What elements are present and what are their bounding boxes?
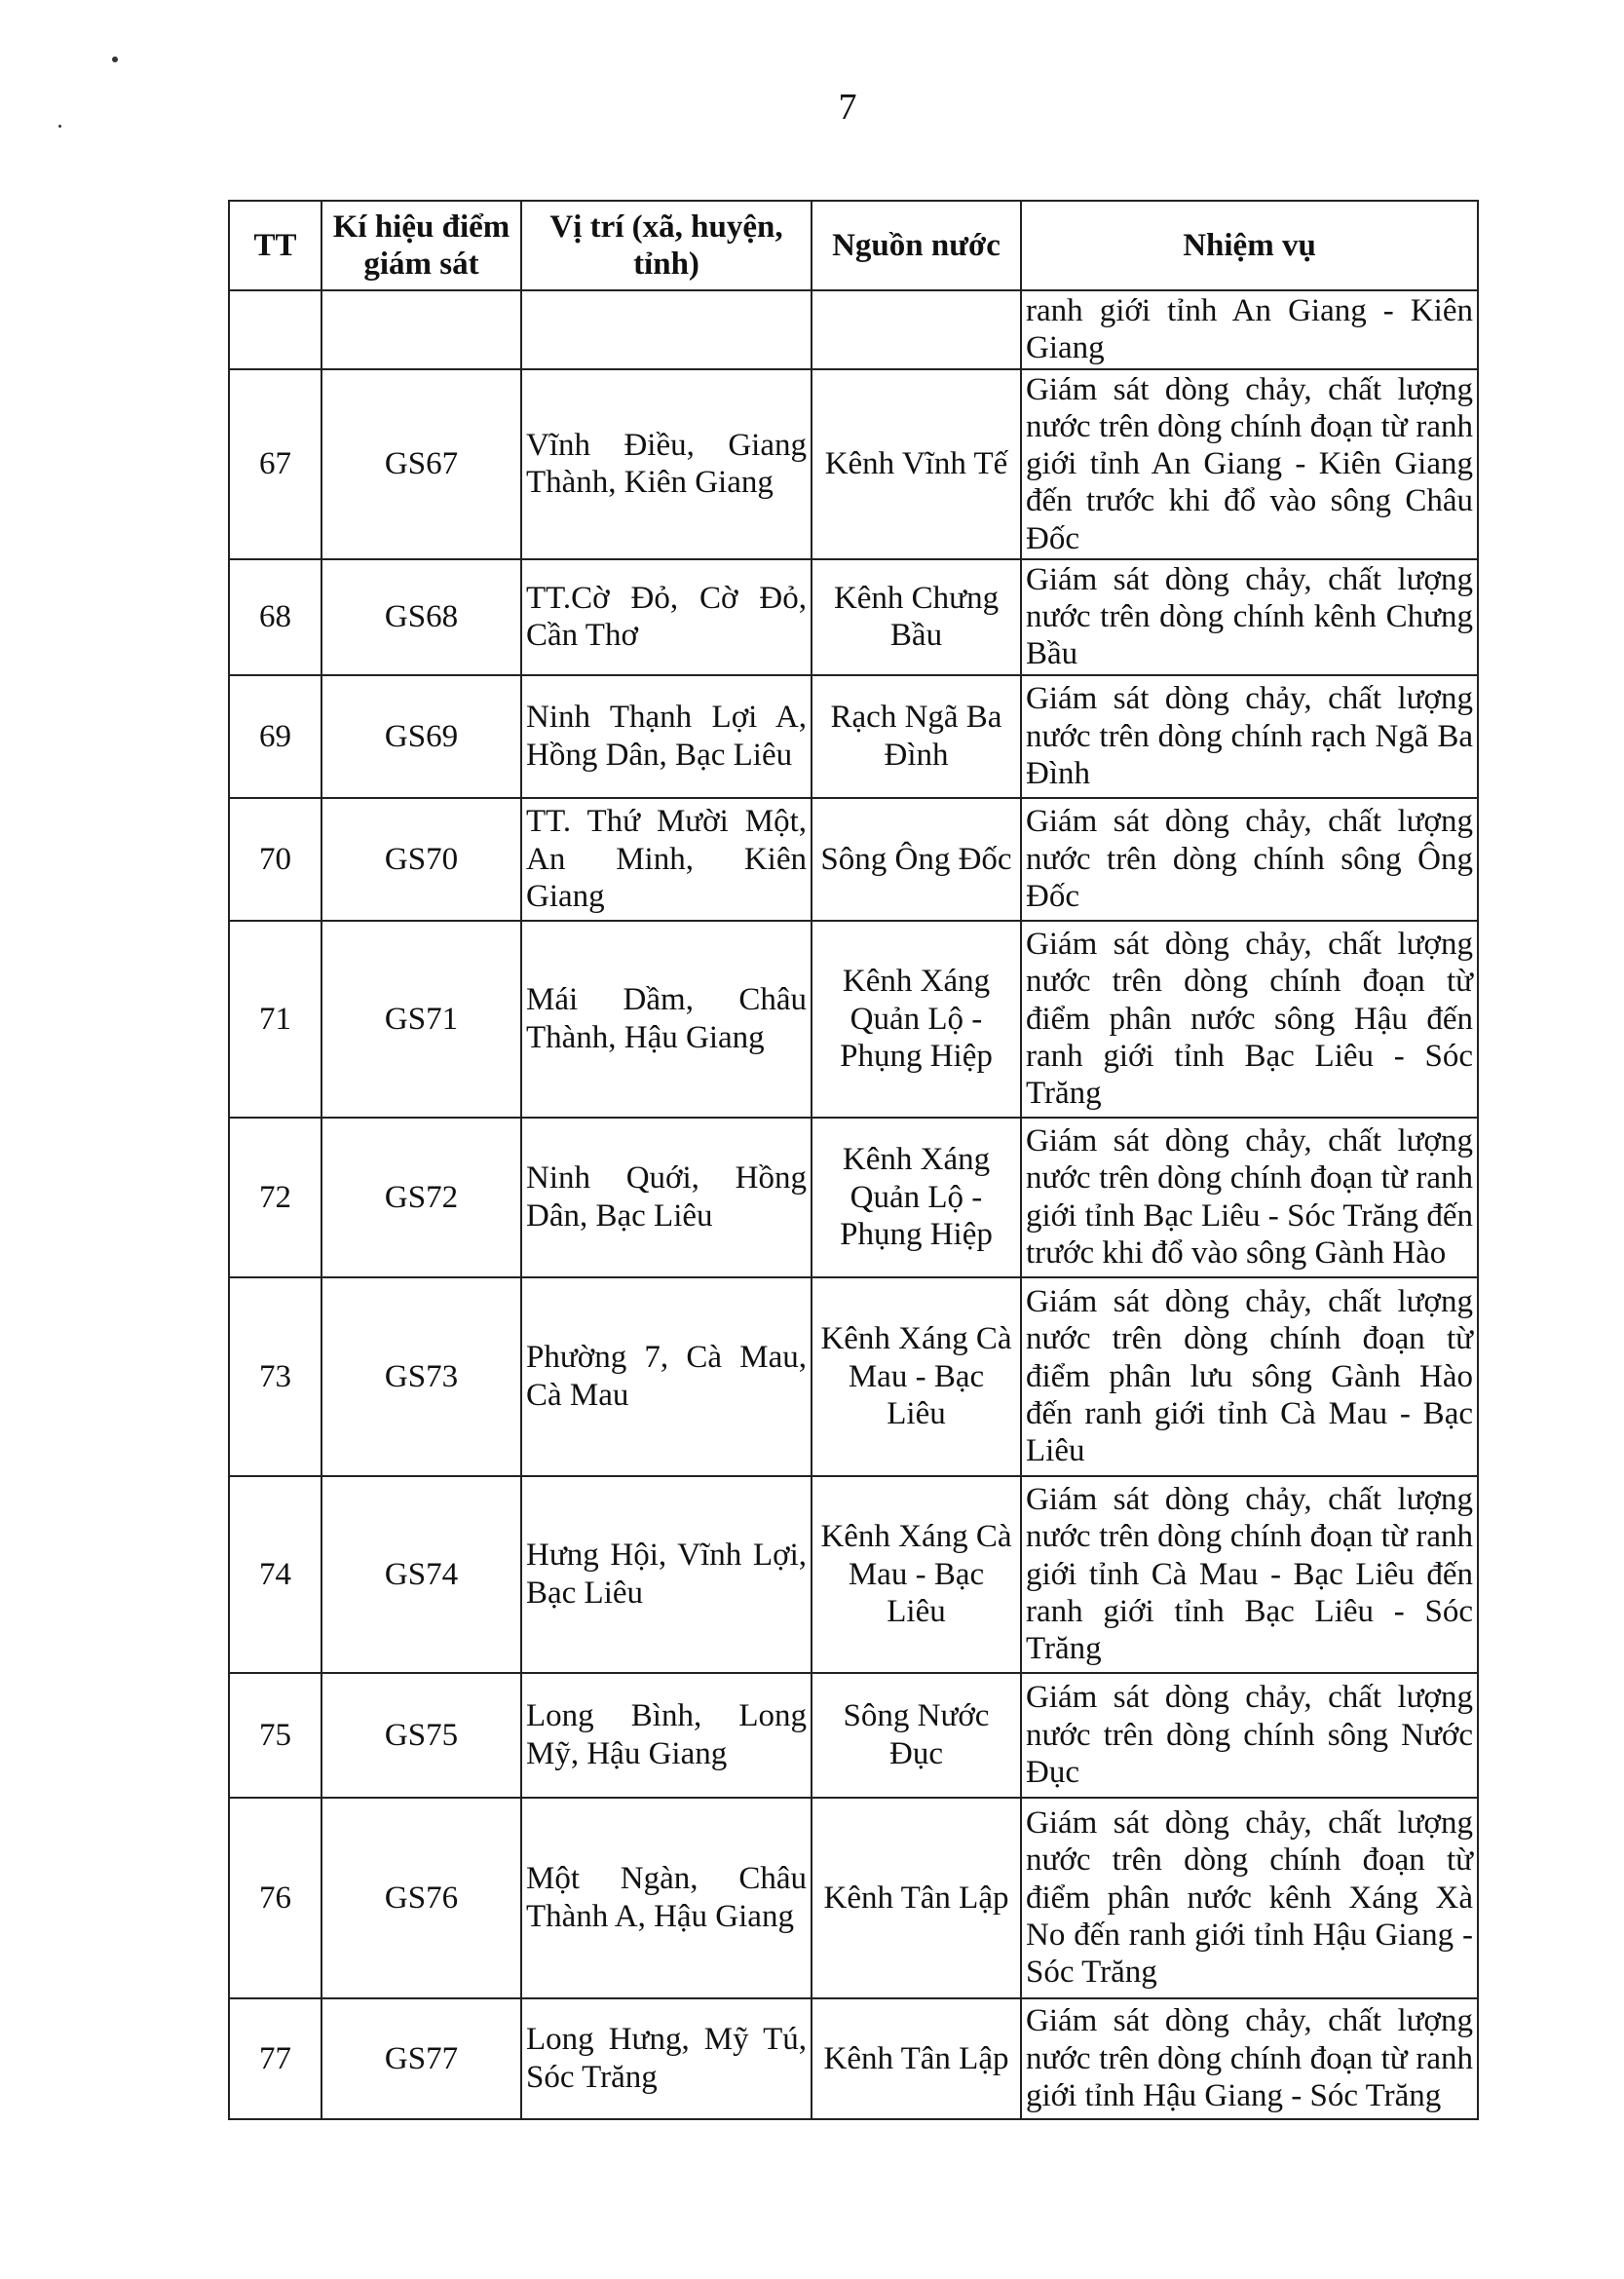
page-number: 7 <box>838 87 857 128</box>
header-tt: TT <box>229 201 321 290</box>
row-location: TT. Thứ Mười Một, An Minh, Kiên Giang <box>521 798 812 921</box>
table-row <box>229 921 1478 1118</box>
row-tt: 72 <box>229 1118 321 1277</box>
continuation-tt <box>229 290 321 369</box>
row-code: GS69 <box>321 675 521 798</box>
table-row <box>229 1277 1478 1476</box>
row-tt: 69 <box>229 675 321 798</box>
row-tt: 77 <box>229 1998 321 2119</box>
header-source: Nguồn nước <box>812 201 1021 290</box>
row-tt: 74 <box>229 1476 321 1673</box>
row-code: GS67 <box>321 369 521 559</box>
monitoring-points-table <box>228 200 1479 2120</box>
header-task: Nhiệm vụ <box>1021 201 1478 290</box>
row-code: GS73 <box>321 1277 521 1476</box>
table-row <box>229 559 1478 675</box>
row-code: GS71 <box>321 921 521 1118</box>
row-code: GS68 <box>321 559 521 675</box>
row-tt: 73 <box>229 1277 321 1476</box>
row-location: Vĩnh Điều, Giang Thành, Kiên Giang <box>521 369 812 559</box>
row-task: Giám sát dòng chảy, chất lượng nước trên dòng chính đoạn từ ranh giới tỉnh Bạc Liêu - Sóc Trăng đến trước khi đổ vào sông Gành Hào <box>1021 1118 1478 1277</box>
table-row <box>229 369 1478 559</box>
row-task: Giám sát dòng chảy, chất lượng nước trên dòng chính đoạn từ ranh giới tỉnh Cà Mau - Bạc Liêu đến ranh giới tỉnh Bạc Liêu - Sóc Trăng <box>1021 1476 1478 1673</box>
row-source: Kênh Xáng Quản Lộ - Phụng Hiệp <box>812 1118 1021 1277</box>
table-row <box>229 675 1478 798</box>
row-code: GS76 <box>321 1798 521 1998</box>
row-task: Giám sát dòng chảy, chất lượng nước trên dòng chính đoạn từ ranh giới tỉnh Hậu Giang - Sóc Trăng <box>1021 1998 1478 2119</box>
header-code: Kí hiệu điểm giám sát <box>321 201 521 290</box>
row-task: Giám sát dòng chảy, chất lượng nước trên dòng chính rạch Ngã Ba Đình <box>1021 675 1478 798</box>
row-code: GS77 <box>321 1998 521 2119</box>
monitoring-table-container <box>228 200 1477 2120</box>
row-task: Giám sát dòng chảy, chất lượng nước trên dòng chính sông Ông Đốc <box>1021 798 1478 921</box>
row-source: Rạch Ngã Ba Đình <box>812 675 1021 798</box>
row-task: Giám sát dòng chảy, chất lượng nước trên dòng chính đoạn từ điểm phân lưu sông Gành Hào đến ranh giới tỉnh Cà Mau - Bạc Liêu <box>1021 1277 1478 1476</box>
row-task: Giám sát dòng chảy, chất lượng nước trên dòng chính sông Nước Đục <box>1021 1673 1478 1798</box>
row-source: Kênh Vĩnh Tế <box>812 369 1021 559</box>
row-task: Giám sát dòng chảy, chất lượng nước trên dòng chính đoạn từ ranh giới tỉnh An Giang - Kiên Giang đến trước khi đổ vào sông Châu Đốc <box>1021 369 1478 559</box>
row-location: Ninh Quới, Hồng Dân, Bạc Liêu <box>521 1118 812 1277</box>
table-row <box>229 1476 1478 1673</box>
continuation-row <box>229 290 1478 369</box>
row-code: GS75 <box>321 1673 521 1798</box>
row-code: GS70 <box>321 798 521 921</box>
table-row <box>229 1673 1478 1798</box>
scan-speck <box>112 57 118 62</box>
row-location: Ninh Thạnh Lợi A, Hồng Dân, Bạc Liêu <box>521 675 812 798</box>
row-source: Kênh Tân Lập <box>812 1798 1021 1998</box>
row-tt: 67 <box>229 369 321 559</box>
table-row <box>229 1798 1478 1998</box>
row-tt: 76 <box>229 1798 321 1998</box>
row-source: Sông Ông Đốc <box>812 798 1021 921</box>
row-location: TT.Cờ Đỏ, Cờ Đỏ, Cần Thơ <box>521 559 812 675</box>
row-tt: 75 <box>229 1673 321 1798</box>
row-source: Kênh Tân Lập <box>812 1998 1021 2119</box>
continuation-source <box>812 290 1021 369</box>
row-source: Kênh Xáng Quản Lộ - Phụng Hiệp <box>812 921 1021 1118</box>
row-location: Mái Dầm, Châu Thành, Hậu Giang <box>521 921 812 1118</box>
row-location: Long Bình, Long Mỹ, Hậu Giang <box>521 1673 812 1798</box>
table-header-row <box>229 201 1478 290</box>
row-source: Kênh Xáng Cà Mau - Bạc Liêu <box>812 1277 1021 1476</box>
row-location: Phường 7, Cà Mau, Cà Mau <box>521 1277 812 1476</box>
row-source: Kênh Chưng Bầu <box>812 559 1021 675</box>
row-tt: 70 <box>229 798 321 921</box>
header-location: Vị trí (xã, huyện, tỉnh) <box>521 201 812 290</box>
row-code: GS72 <box>321 1118 521 1277</box>
row-location: Hưng Hội, Vĩnh Lợi, Bạc Liêu <box>521 1476 812 1673</box>
table-row <box>229 1118 1478 1277</box>
row-tt: 68 <box>229 559 321 675</box>
table-row <box>229 1998 1478 2119</box>
continuation-code <box>321 290 521 369</box>
table-row <box>229 798 1478 921</box>
continuation-location <box>521 290 812 369</box>
row-tt: 71 <box>229 921 321 1118</box>
row-task: Giám sát dòng chảy, chất lượng nước trên dòng chính đoạn từ điểm phân nước sông Hậu đến ranh giới tỉnh Bạc Liêu - Sóc Trăng <box>1021 921 1478 1118</box>
row-task: Giám sát dòng chảy, chất lượng nước trên dòng chính kênh Chưng Bầu <box>1021 559 1478 675</box>
row-code: GS74 <box>321 1476 521 1673</box>
continuation-task: ranh giới tỉnh An Giang - Kiên Giang <box>1021 290 1478 369</box>
row-location: Long Hưng, Mỹ Tú, Sóc Trăng <box>521 1998 812 2119</box>
row-source: Sông Nước Đục <box>812 1673 1021 1798</box>
row-source: Kênh Xáng Cà Mau - Bạc Liêu <box>812 1476 1021 1673</box>
row-task: Giám sát dòng chảy, chất lượng nước trên dòng chính đoạn từ điểm phân nước kênh Xáng Xà No đến ranh giới tỉnh Hậu Giang - Sóc Trăng <box>1021 1798 1478 1998</box>
row-location: Một Ngàn, Châu Thành A, Hậu Giang <box>521 1798 812 1998</box>
